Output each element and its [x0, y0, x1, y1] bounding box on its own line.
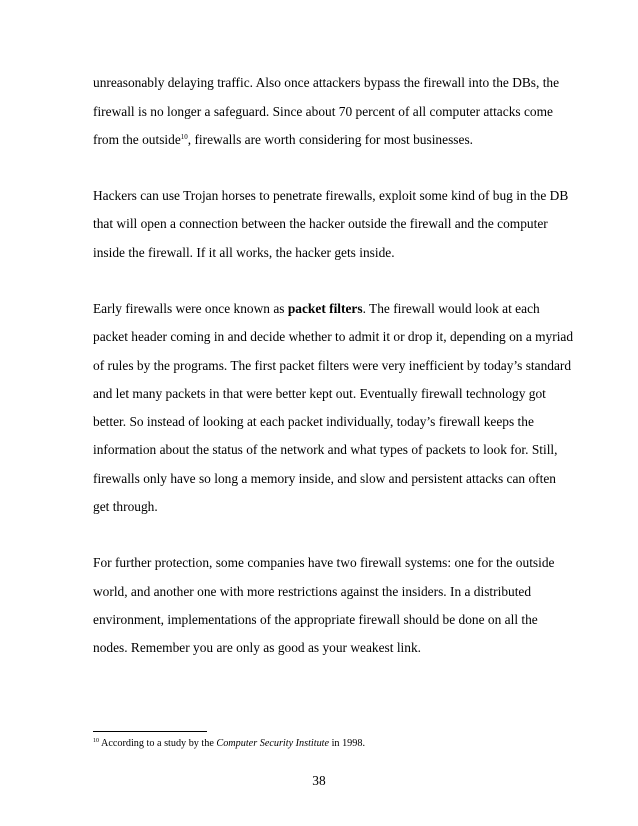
footnote: [93, 737, 365, 750]
body-text-line: information about the status of the network and what types of packets to look for. Still,: [93, 442, 558, 457]
body-text-line: For further protection, some companies have two firewall systems: one for the outside: [93, 555, 555, 570]
body-text-line: firewall is no longer a safeguard. Since about 70 percent of all computer attacks come: [93, 104, 553, 119]
body-text-line: Hackers can use Trojan horses to penetrate firewalls, exploit some kind of bug in the DB: [93, 188, 569, 203]
footnote-source: Computer Security Institute: [216, 738, 330, 749]
body-text-line: and let many packets in that were better kept out. Eventually firewall technology got: [93, 386, 546, 401]
body-text-line: firewalls only have so long a memory inside, and slow and persistent attacks can often: [93, 471, 556, 486]
page-number: 38: [312, 773, 326, 788]
body-text-fragment: . The firewall would look at each: [362, 301, 540, 316]
body-text-line: [93, 301, 540, 317]
body-text-line: that will open a connection between the hacker outside the firewall and the computer: [93, 216, 548, 231]
body-text-line: [93, 132, 473, 148]
footnote-text: According to a study by the: [99, 738, 217, 749]
footnote-reference: 10: [180, 133, 188, 141]
body-text-fragment: Early firewalls were once known as: [93, 301, 288, 316]
body-text-line: of rules by the programs. The first packet filters were very inefficient by today’s standard: [93, 358, 572, 373]
bold-term: packet filters: [287, 301, 363, 316]
body-text-line: inside the firewall. If it all works, the hacker gets inside.: [93, 245, 395, 260]
footnote-text: in 1998.: [329, 738, 365, 749]
body-text-line: environment, implementations of the appropriate firewall should be done on all the: [93, 612, 538, 627]
footnote-divider: [93, 731, 207, 732]
body-text-line: world, and another one with more restrictions against the insiders. In a distributed: [93, 584, 532, 599]
body-text-fragment: , firewalls are worth considering for most businesses.: [187, 132, 473, 147]
body-text-line: unreasonably delaying traffic. Also once attackers bypass the firewall into the DBs, the: [93, 75, 560, 90]
body-text-line: packet header coming in and decide whether to admit it or drop it, depending on a myriad: [93, 329, 574, 344]
body-text-line: better. So instead of looking at each packet individually, today’s firewall keeps the: [93, 414, 534, 429]
body-text-fragment: from the outside: [93, 132, 181, 147]
footnote-number: 10: [93, 738, 99, 744]
body-text-line: nodes. Remember you are only as good as your weakest link.: [93, 640, 421, 655]
body-text-line: get through.: [93, 499, 158, 514]
